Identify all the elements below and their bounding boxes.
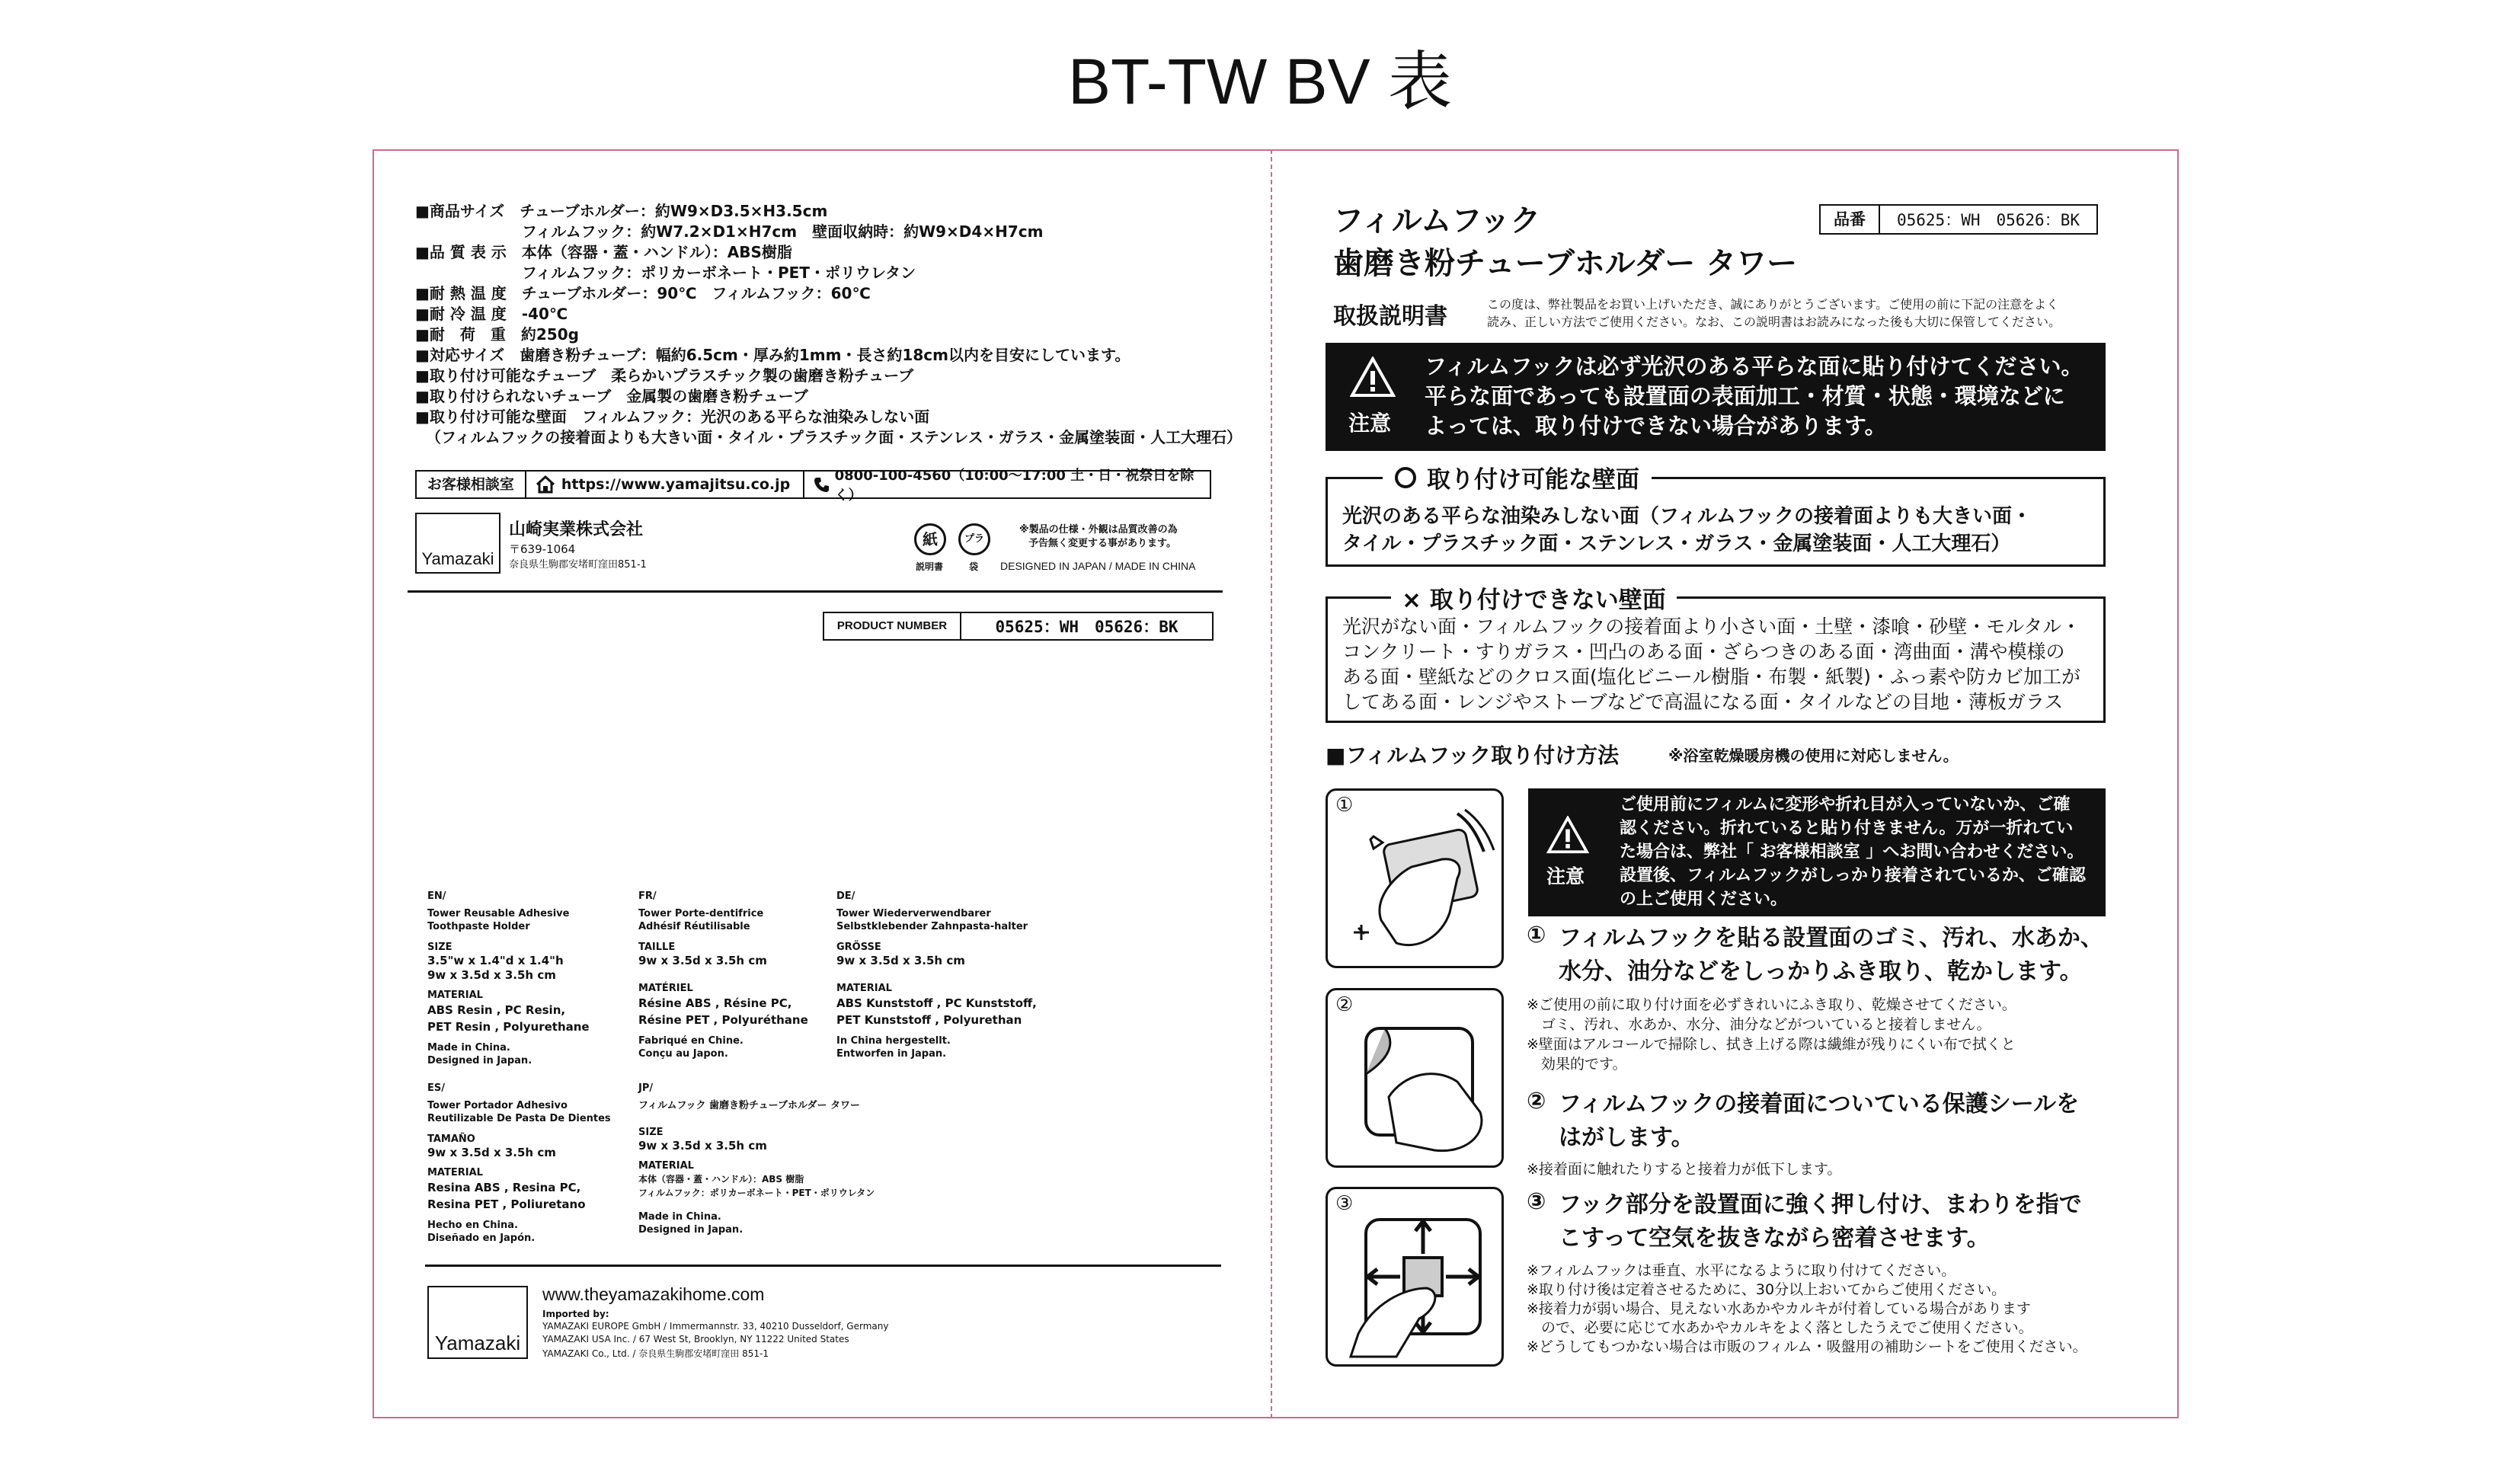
peeling-film-icon bbox=[1343, 1013, 1495, 1158]
film-caution-text: ご使用前にフィルムに変形や折れ目が入っていないか、ご確 認ください。折れていると貼り付きません。万が一折れてい た場合は、弊社「 お客様相談室 」へお問い合わせください。 設置後、フィルムフックがしっかり接着されているか、ご確認 の上ご使用ください。 bbox=[1620, 795, 2086, 909]
lang-code: FR/ bbox=[638, 890, 657, 902]
hinban-label: 品番 bbox=[1821, 206, 1880, 233]
material-label: MATERIAL bbox=[836, 983, 892, 994]
circle-icon bbox=[1395, 467, 1416, 488]
step-1-illustration bbox=[1326, 788, 1504, 968]
lang-block-de bbox=[836, 890, 1065, 1060]
manual-heading: 取扱説明書 bbox=[1333, 303, 1447, 330]
film-caution-box bbox=[1528, 788, 2106, 916]
lang-code: EN/ bbox=[427, 890, 446, 902]
size-value: 3.5"w x 1.4"d x 1.4"h 9w x 3.5d x 3.5h cm bbox=[427, 954, 564, 982]
hinban-value: 05625：WH 05626：BK bbox=[1896, 211, 2080, 229]
contact-bar bbox=[415, 468, 1211, 504]
product-number-value: 05625：WH 05626：BK bbox=[995, 618, 1178, 636]
page-title: BT-TW BV 表 bbox=[1067, 46, 1452, 117]
method-title: ■フィルムフック取り付け方法 bbox=[1326, 743, 1620, 768]
spec-line: ■耐 熱 温 度 チューブホルダー：90℃ フィルムフック：60℃ bbox=[415, 284, 871, 302]
step-3-heading: フック部分を設置面に強く押し付け、まわりを指で こすって空気を抜きながら密着させます。 bbox=[1559, 1191, 2082, 1252]
step-3-number: ③ bbox=[1527, 1188, 1546, 1215]
company-zip: 〒639-1064 bbox=[509, 542, 576, 556]
step-2-illustration bbox=[1326, 988, 1504, 1168]
material-value: Résine ABS , Résine PC, Résine PET , Polyuréthane bbox=[638, 996, 808, 1027]
step-number: ① bbox=[1335, 794, 1354, 817]
contact-label: お客様相談室 bbox=[417, 472, 526, 497]
material-value: ABS Kunststoff , PC Kunststoff, PET Kunststoff , Polyurethan bbox=[836, 996, 1037, 1027]
caution-text: フィルムフックは必ず光沢のある平らな面に貼り付けてください。 平らな面であっても設置面の表面加工・材質・状態・環境などに よっては、取り付けできない場合があります。 bbox=[1425, 353, 2083, 439]
origin: Made in China. Designed in Japan. bbox=[638, 1211, 744, 1236]
recycle-mark-icon bbox=[958, 523, 990, 555]
spec-change-note: ※製品の仕様・外観は品質改善の為 bbox=[1019, 524, 1178, 536]
lang-code: ES/ bbox=[427, 1082, 445, 1094]
phone-number: 0800-100-4560（10:00〜17:00 土・日・祝祭日を除く） bbox=[834, 468, 1194, 504]
warning-triangle-icon bbox=[1546, 816, 1589, 854]
spec-line: （フィルムフックの接着面よりも大きい面・タイル・プラスチック面・ステンレス・ガラス・金属塗装面・人工大理石） bbox=[426, 428, 1242, 446]
step-3-illustration bbox=[1326, 1187, 1504, 1367]
house-icon bbox=[536, 475, 555, 494]
step-1-number: ① bbox=[1527, 922, 1546, 948]
importer-us: YAMAZAKI USA Inc. / 67 West St, Brooklyn, NY 11222 United States bbox=[542, 1334, 849, 1345]
ok-walls-text: 光沢のある平らな油染みしない面（フィルムフックの接着面よりも大きい面・ タイル・プラスチック面・ステンレス・ガラス・金属塗装面・人工大理石） bbox=[1342, 505, 2032, 555]
importer-jp: YAMAZAKI Co., Ltd. / 奈良県生駒郡安堵町窪田 851-1 bbox=[542, 1348, 769, 1359]
caution-label: 注意 bbox=[1348, 411, 1392, 436]
material-value: ABS Resin , PC Resin, PET Resin , Polyurethane bbox=[427, 1003, 590, 1034]
step-1-notes: ※ご使用の前に取り付け面を必ずきれいにふき取り、乾燥させてください。 ゴミ、汚れ、水あか、水分、油分などがついていると接着しません。 ※壁面はアルコールで掃除し、拭き上げる際は繊維が残りにくい布で拭くと 効果的です。 bbox=[1527, 996, 2016, 1073]
lang-block-en bbox=[427, 890, 625, 1067]
step-1-heading: フィルムフックを貼る設置面のゴミ、汚れ、水あか、 水分、油分などをしっかりふき取り、乾かします。 bbox=[1559, 925, 2103, 985]
paper-mark-label: 紙 bbox=[923, 530, 938, 548]
size-label: SIZE bbox=[638, 1127, 664, 1138]
spec-line: ■耐 冷 温 度 -40℃ bbox=[415, 305, 568, 323]
origin: Made in China. Designed in Japan. bbox=[427, 1042, 532, 1066]
contact-phone bbox=[804, 465, 1210, 504]
step-2-heading: フィルムフックの接着面についている保護シールを はがします。 bbox=[1559, 1091, 2080, 1151]
spec-list bbox=[415, 201, 1242, 448]
lang-block-jp bbox=[638, 1082, 943, 1236]
size-value: 9w x 3.5d x 3.5h cm bbox=[836, 954, 965, 967]
spec-line: ■取り付け可能なチューブ 柔らかいプラスチック製の歯磨き粉チューブ bbox=[415, 366, 914, 385]
lang-block-fr bbox=[638, 890, 836, 1060]
lang-code: JP/ bbox=[638, 1082, 654, 1094]
warning-triangle-icon bbox=[1350, 357, 1396, 398]
caution-box bbox=[1326, 343, 2106, 451]
step-number: ③ bbox=[1335, 1192, 1354, 1215]
product-title-line1: フィルムフック bbox=[1333, 203, 1541, 238]
pressing-hook-icon bbox=[1343, 1204, 1495, 1360]
product-number-box bbox=[823, 612, 1214, 641]
paper-mark-caption: 説明書 bbox=[916, 561, 944, 572]
website-link[interactable]: https://www.yamajitsu.co.jp bbox=[561, 476, 791, 493]
material-label: MATERIAL bbox=[427, 990, 483, 1001]
ng-walls-text: 光沢がない面・フィルムフックの接着面より小さい面・土壁・漆喰・砂壁・モルタル・ コンクリート・すりガラス・凹凸のある面・ざらつきのある面・湾曲面・溝や模様の ある面・壁紙などのクロス面(塩化ビニール樹脂・布製・紙製)・ふっ素や防カビ加工が してある面・レンジやストーブなどで高温になる面・タイルなどの目地・薄板ガラス bbox=[1342, 615, 2081, 713]
spec-line: ■対応サイズ 歯磨き粉チューブ：幅約6.5cm・厚み約1mm・長さ約18cm以内を目安にしています。 bbox=[415, 346, 1130, 364]
product-name: Tower Portador Adhesivo Reutilizable De Pasta De Dientes bbox=[427, 1100, 611, 1124]
step-2-notes: ※接着面に触れたりすると接着力が低下します。 bbox=[1527, 1161, 1842, 1178]
step-3-notes: ※フィルムフックは垂直、水平になるように取り付けてください。 ※取り付け後は定着させるために、30分以上おいてからご使用ください。 ※接着力が弱い場合、見えない水あかやカルキが付着している場合があります ので、必要に応じて水あかやカルキをよく落としたうえでご使用ください。 ※どうしてもつかない場合は市販のフィルム・吸盤用の補助シートをご使用ください。 bbox=[1527, 1262, 2087, 1355]
yamazaki-logo: Yamazaki bbox=[415, 513, 500, 574]
plastic-mark-label: プラ bbox=[964, 533, 984, 545]
phone-icon bbox=[814, 476, 830, 493]
product-title-line2: 歯磨き粉チューブホルダー タワー bbox=[1333, 246, 1798, 281]
spec-line: ■品 質 表 示 本体（容器・蓋・ハンドル）：ABS樹脂 bbox=[415, 243, 792, 261]
importer-eu: YAMAZAKI EUROPE GmbH / Immermannstr. 33, 40210 Dusseldorf, Germany bbox=[542, 1321, 889, 1332]
lang-block-es bbox=[427, 1082, 625, 1245]
size-value: 9w x 3.5d x 3.5h cm bbox=[427, 1146, 556, 1159]
divider bbox=[408, 590, 1223, 593]
contact-url bbox=[526, 472, 804, 497]
film-caution-label: 注意 bbox=[1546, 865, 1585, 887]
paper-recycle-mark bbox=[914, 523, 946, 555]
origin: In China hergestellt. Entworfen in Japan. bbox=[836, 1035, 951, 1060]
origin: Hecho en China. Diseñado en Japón. bbox=[427, 1220, 536, 1244]
product-number-label: PRODUCT NUMBER bbox=[824, 613, 961, 639]
material-value: Resina ABS , Resina PC, Resina PET , Poliuretano bbox=[427, 1181, 586, 1211]
step-number: ② bbox=[1335, 993, 1354, 1016]
material-value: 本体（容器・蓋・ハンドル）：ABS 樹脂 フィルムフック：ポリカーボネート・PET・ポリウレタン bbox=[638, 1174, 875, 1198]
size-value: 9w x 3.5d x 3.5h cm bbox=[638, 1139, 767, 1153]
size-label: SIZE bbox=[427, 942, 453, 953]
step-2-number: ② bbox=[1527, 1088, 1546, 1114]
spec-line: フィルムフック：約W7.2×D1×H7cm 壁面収納時：約W9×D4×H7cm bbox=[415, 222, 1044, 241]
origin-text: DESIGNED IN JAPAN / MADE IN CHINA bbox=[1000, 560, 1196, 572]
spec-line: ■耐 荷 重 約250g bbox=[415, 325, 579, 344]
material-label: MATÉRIEL bbox=[638, 983, 693, 994]
material-label: MATERIAL bbox=[427, 1167, 483, 1178]
divider bbox=[425, 1265, 1221, 1267]
size-label: GRÖSSE bbox=[836, 942, 881, 953]
yamazaki-footer-logo: Yamazaki bbox=[427, 1286, 528, 1359]
spec-line: ■取り付け可能な壁面 フィルムフック：光沢のある平らな油染みしない面 bbox=[415, 408, 930, 426]
ok-walls-title-text: 取り付け可能な壁面 bbox=[1427, 466, 1639, 494]
material-label: MATERIAL bbox=[638, 1160, 694, 1172]
ok-walls-title bbox=[1383, 460, 1652, 494]
product-name: フィルムフック 歯磨き粉チューブホルダー タワー bbox=[638, 1100, 861, 1111]
lang-code: DE/ bbox=[836, 890, 855, 902]
wiping-hand-icon bbox=[1343, 806, 1495, 958]
ng-walls-title: × 取り付けできない壁面 bbox=[1391, 580, 1677, 615]
origin: Fabriqué en Chine. Conçu au Japon. bbox=[638, 1035, 744, 1060]
spec-change-note-2: 予告無く変更する事があります。 bbox=[1028, 538, 1176, 549]
company-name: 山崎実業株式会社 bbox=[509, 520, 644, 539]
product-name: Tower Reusable Adhesive Toothpaste Holder bbox=[427, 908, 570, 932]
product-name: Tower Porte-dentifrice Adhésif Réutilisable bbox=[638, 908, 764, 932]
method-note: ※浴室乾燥暖房機の使用に対応しません。 bbox=[1668, 747, 1959, 765]
footer-website[interactable]: www.theyamazakihome.com bbox=[542, 1284, 765, 1304]
spec-line: フィルムフック：ポリカーボネート・PET・ポリウレタン bbox=[415, 264, 916, 282]
imported-by: Imported by: bbox=[542, 1309, 609, 1319]
hinban-box bbox=[1819, 204, 2098, 235]
spec-line: ■取り付けられないチューブ 金属製の歯磨き粉チューブ bbox=[415, 387, 808, 405]
size-label: TAMAÑO bbox=[427, 1133, 475, 1145]
size-label: TAILLE bbox=[638, 942, 676, 953]
intro-text: この度は、弊社製品をお買い上げいただき、誠にありがとうございます。ご使用の前に下記の注意をよく 読み、正しい方法でご使用ください。なお、この説明書はお読みになった後も大切に保管してください。 bbox=[1487, 297, 2061, 329]
size-value: 9w x 3.5d x 3.5h cm bbox=[638, 954, 767, 967]
fold-line bbox=[1271, 149, 1272, 1418]
product-name: Tower Wiederverwendbarer Selbstklebender Zahnpasta-halter bbox=[836, 908, 1028, 932]
spec-line: ■商品サイズ チューブホルダー：約W9×D3.5×H3.5cm bbox=[415, 202, 828, 220]
company-address: 奈良県生駒郡安堵町窪田851-1 bbox=[509, 559, 647, 571]
plastic-mark-caption: 袋 bbox=[969, 561, 979, 572]
